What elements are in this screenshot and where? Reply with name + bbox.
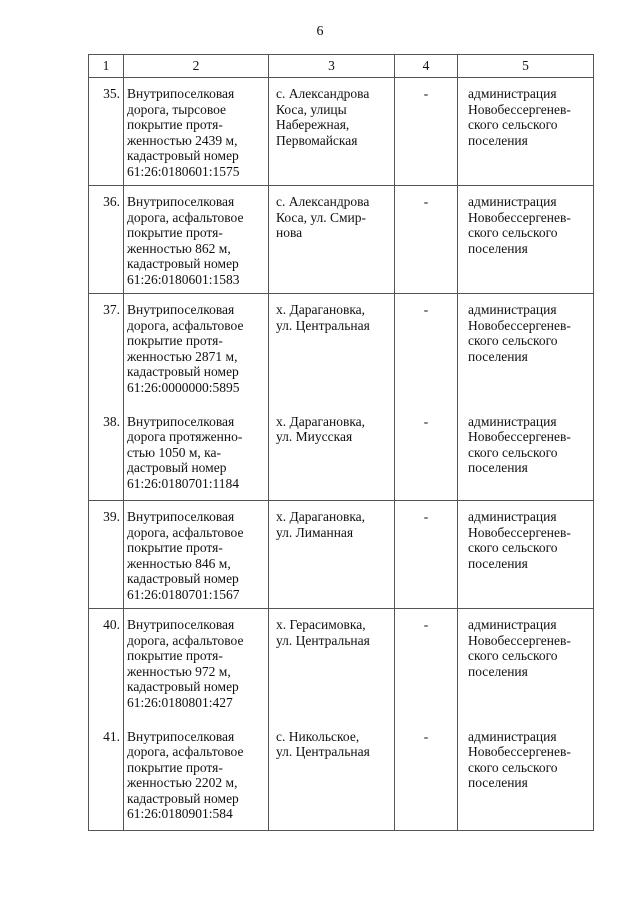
road-description: Внутрипоселковая дорога, асфальтовое покрытие протя- женностью 846 м, кадастровый номер 61:26:0180701:1567: [124, 501, 269, 609]
table-row: [89, 78, 594, 186]
row-number: 38.: [89, 406, 124, 501]
col4-value: -: [395, 721, 458, 831]
table-row: [89, 721, 594, 831]
col-header-3: 3: [269, 55, 395, 78]
roads-table: [88, 54, 594, 831]
col-header-5: 5: [458, 55, 594, 78]
table-row: [89, 501, 594, 609]
road-location: с. Никольское, ул. Центральная: [269, 721, 395, 831]
col4-value: -: [395, 186, 458, 294]
col4-value: -: [395, 609, 458, 721]
row-number: 37.: [89, 294, 124, 406]
table-row: [89, 294, 594, 406]
road-location: х. Герасимовка, ул. Центральная: [269, 609, 395, 721]
row-number: 39.: [89, 501, 124, 609]
table-row: [89, 609, 594, 721]
road-description: Внутрипоселковая дорога, асфальтовое покрытие протя- женностью 862 м, кадастровый номер 61:26:0180601:1583: [124, 186, 269, 294]
road-location: х. Дарагановка, ул. Миусская: [269, 406, 395, 501]
road-location: с. Александрова Коса, улицы Набережная, Первомайская: [269, 78, 395, 186]
col-header-2: 2: [124, 55, 269, 78]
col-header-1: 1: [89, 55, 124, 78]
road-description: Внутрипоселковая дорога, асфальтовое покрытие протя- женностью 972 м, кадастровый номер 61:26:0180801:427: [124, 609, 269, 721]
row-number: 35.: [89, 78, 124, 186]
road-owner: администрация Новобессергенев- ского сельского поселения: [458, 721, 594, 831]
col4-value: -: [395, 406, 458, 501]
road-location: х. Дарагановка, ул. Центральная: [269, 294, 395, 406]
row-number: 41.: [89, 721, 124, 831]
road-description: Внутрипоселковая дорога, асфальтовое покрытие протя- женностью 2202 м, кадастровый номер 61:26:0180901:584: [124, 721, 269, 831]
road-location: х. Дарагановка, ул. Лиманная: [269, 501, 395, 609]
road-owner: администрация Новобессергенев- ского сельского поселения: [458, 609, 594, 721]
road-owner: администрация Новобессергенев- ского сельского поселения: [458, 501, 594, 609]
table-header-row: [89, 55, 594, 78]
table-row: [89, 406, 594, 501]
road-description: Внутрипоселковая дорога, асфальтовое покрытие протя- женностью 2871 м, кадастровый номер 61:26:0000000:5895: [124, 294, 269, 406]
road-owner: администрация Новобессергенев- ского сельского поселения: [458, 78, 594, 186]
table-row: [89, 186, 594, 294]
col4-value: -: [395, 294, 458, 406]
road-location: с. Александрова Коса, ул. Смир- нова: [269, 186, 395, 294]
road-owner: администрация Новобессергенев- ского сельского поселения: [458, 294, 594, 406]
road-owner: администрация Новобессергенев- ского сельского поселения: [458, 406, 594, 501]
road-description: Внутрипоселковая дорога протяженно- стью 1050 м, ка- дастровый номер 61:26:0180701:1184: [124, 406, 269, 501]
road-description: Внутрипоселковая дорога, тырсовое покрытие протя- женностью 2439 м, кадастровый номер 61:26:0180601:1575: [124, 78, 269, 186]
col4-value: -: [395, 78, 458, 186]
row-number: 36.: [89, 186, 124, 294]
row-number: 40.: [89, 609, 124, 721]
col4-value: -: [395, 501, 458, 609]
road-owner: администрация Новобессергенев- ского сельского поселения: [458, 186, 594, 294]
col-header-4: 4: [395, 55, 458, 78]
page-number: 6: [316, 24, 324, 39]
